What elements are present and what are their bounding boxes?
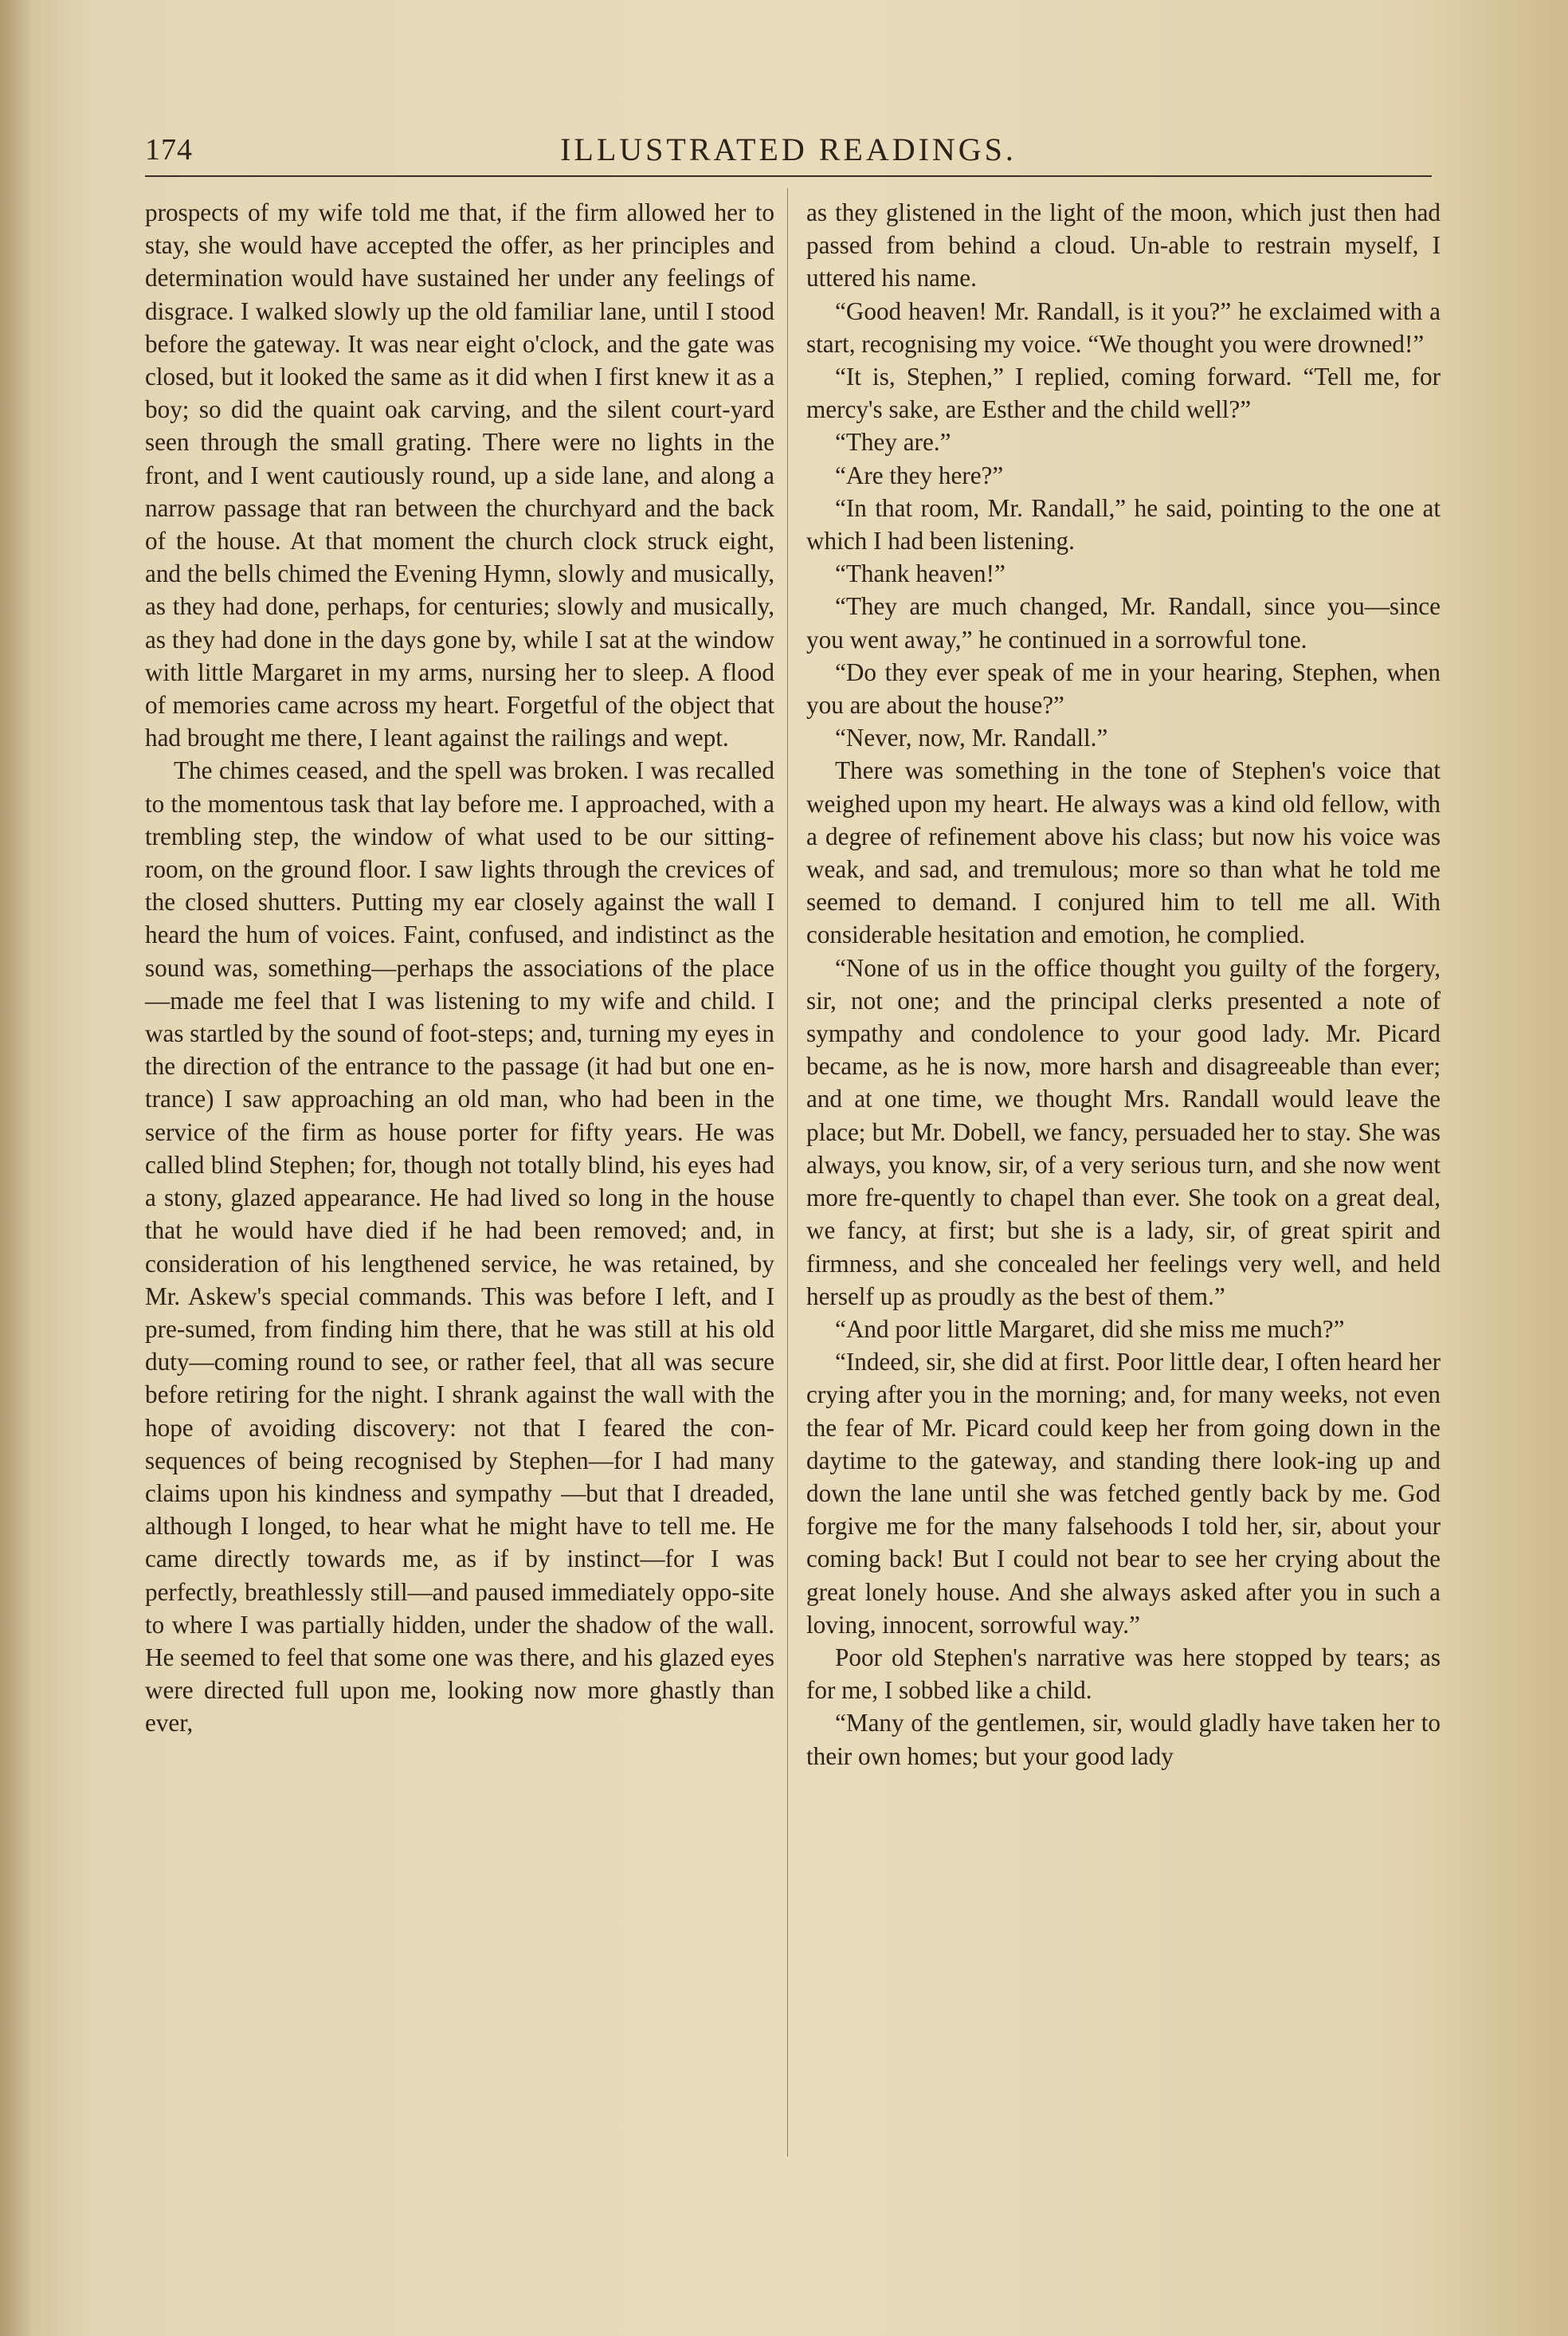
paragraph: There was something in the tone of Stephen's voice that weighed upon my heart. He always was a kind old fellow, with a degree of refinement above his class; but now his voice was weak, and sad, and tremulous; more so than what he told me seemed to demand. I conjured him to tell me all. With considerable hesitation and emotion, he complied. bbox=[806, 756, 1441, 949]
spine-shadow bbox=[0, 0, 32, 2336]
paragraph: “Are they here?” bbox=[835, 461, 1004, 489]
page-header bbox=[145, 126, 1432, 182]
paragraph: as they glistened in the light of the moon, which just then had passed from behind a cloud. Un-able to restrain myself, I uttered his name. bbox=[806, 198, 1441, 292]
left-column bbox=[145, 196, 774, 1740]
paragraph: “And poor little Margaret, did she miss me much?” bbox=[835, 1314, 1345, 1343]
paragraph: “Do they ever speak of me in your hearing, Stephen, when you are about the house?” bbox=[806, 658, 1441, 720]
header-rule bbox=[145, 175, 1432, 177]
running-title: ILLUSTRATED READINGS. bbox=[560, 132, 1017, 167]
paragraph: “Indeed, sir, she did at first. Poor little dear, I often heard her crying after you in the morning; and, for many weeks, not even the fear of Mr. Picard could keep her from going down in the daytime to the gateway, and standing there look-ing up and down the lane until she was fetched gently back by me. God forgive me for the many falsehoods I told her, sir, about your coming back! But I could not bear to see her crying about the great lonely house. And she always asked after you in such a loving, innocent, sorrowful way.” bbox=[806, 1348, 1441, 1639]
paragraph: “In that room, Mr. Randall,” he said, pointing to the one at which I had been listening. bbox=[806, 493, 1441, 556]
paragraph: prospects of my wife told me that, if the firm allowed her to stay, she would have accepted the offer, as her principles and determination would have sustained her under any feelings of disgrace. I walked slowly up the old familiar lane, until I stood before the gateway. It was near eight o'clock, and the gate was closed, but it looked the same as it did when I first knew it as a boy; so did the quaint oak carving, and the silent court-yard seen through the small grating. There were no lights in the front, and I went cautiously round, up a side lane, and along a narrow passage that ran between the churchyard and the back of the house. At that moment the church clock struck eight, and the bells chimed the Evening Hymn, slowly and musically, as they had done, perhaps, for centuries; slowly and musically, as they had done in the days gone by, while I sat at the window with little Margaret in my arms, nursing her to sleep. A flood of memories came across my heart. Forgetful of the object that had brought me there, I leant against the railings and wept. bbox=[145, 198, 774, 752]
column-divider bbox=[787, 188, 788, 2157]
paragraph: “Good heaven! Mr. Randall, is it you?” he exclaimed with a start, recognising my voice. “We thought you were drowned!” bbox=[806, 296, 1441, 358]
paragraph: “Thank heaven!” bbox=[835, 559, 1005, 588]
paragraph: “None of us in the office thought you guilty of the forgery, sir, not one; and the principal clerks presented a note of sympathy and condolence to your good lady. Mr. Picard became, as he is now, more harsh and disagreeable than ever; and at one time, we thought Mrs. Randall would leave the place; but Mr. Dobell, we fancy, persuaded her to stay. She was always, you know, sir, of a very serious turn, and she now went more fre-quently to chapel than ever. She took on a great deal, we fancy, at first; but she is a lady, sir, of great spirit and firmness, and she concealed her feelings very well, and held herself up as proudly as the best of them.” bbox=[806, 953, 1441, 1310]
paragraph: The chimes ceased, and the spell was broken. I was recalled to the momentous task that lay before me. I approached, with a trembling step, the window of what used to be our sitting-room, on the ground floor. I saw lights through the crevices of the closed shutters. Putting my ear closely against the wall I heard the hum of voices. Faint, confused, and indistinct as the sound was, something—perhaps the associations of the place —made me feel that I was listening to my wife and child. I was startled by the sound of foot-steps; and, turning my eyes in the direction of the entrance to the passage (it had but one en-trance) I saw approaching an old man, who had been in the service of the firm as house porter for fifty years. He was called blind Stephen; for, though not totally blind, his eyes had a stony, glazed appearance. He had lived so long in the house that he would have died if he had been removed; and, in consideration of his lengthened service, he was retained, by Mr. Askew's special commands. This was before I left, and I pre-sumed, from finding him there, that he was still at his old duty—coming round to see, or rather feel, that all was secure before retiring for the night. I shrank against the wall with the hope of avoiding discovery: not that I feared the con-sequences of being recognised by Stephen—for I had many claims upon his kindness and sympathy —but that I dreaded, although I longed, to hear what he might have to tell me. He came directly towards me, as if by instinct—for I was perfectly, breathlessly still—and paused immediately oppo-site to where I was partially hidden, under the shadow of the wall. He seemed to feel that some one was there, and his glazed eyes were directed full upon me, looking now more ghastly than ever, bbox=[145, 756, 774, 1737]
paragraph: Poor old Stephen's narrative was here stopped by tears; as for me, I sobbed like a child. bbox=[806, 1643, 1441, 1705]
paragraph: “They are.” bbox=[835, 428, 951, 457]
right-column bbox=[806, 196, 1441, 1773]
page-number: 174 bbox=[145, 133, 193, 167]
paragraph: “Many of the gentlemen, sir, would gladly have taken her to their own homes; but your good lady bbox=[806, 1709, 1441, 1770]
paragraph: “They are much changed, Mr. Randall, since you—since you went away,” he continued in a sorrowful tone. bbox=[806, 592, 1441, 654]
paragraph: “Never, now, Mr. Randall.” bbox=[835, 724, 1108, 752]
paragraph: “It is, Stephen,” I replied, coming forward. “Tell me, for mercy's sake, are Esther and the child well?” bbox=[806, 363, 1441, 424]
